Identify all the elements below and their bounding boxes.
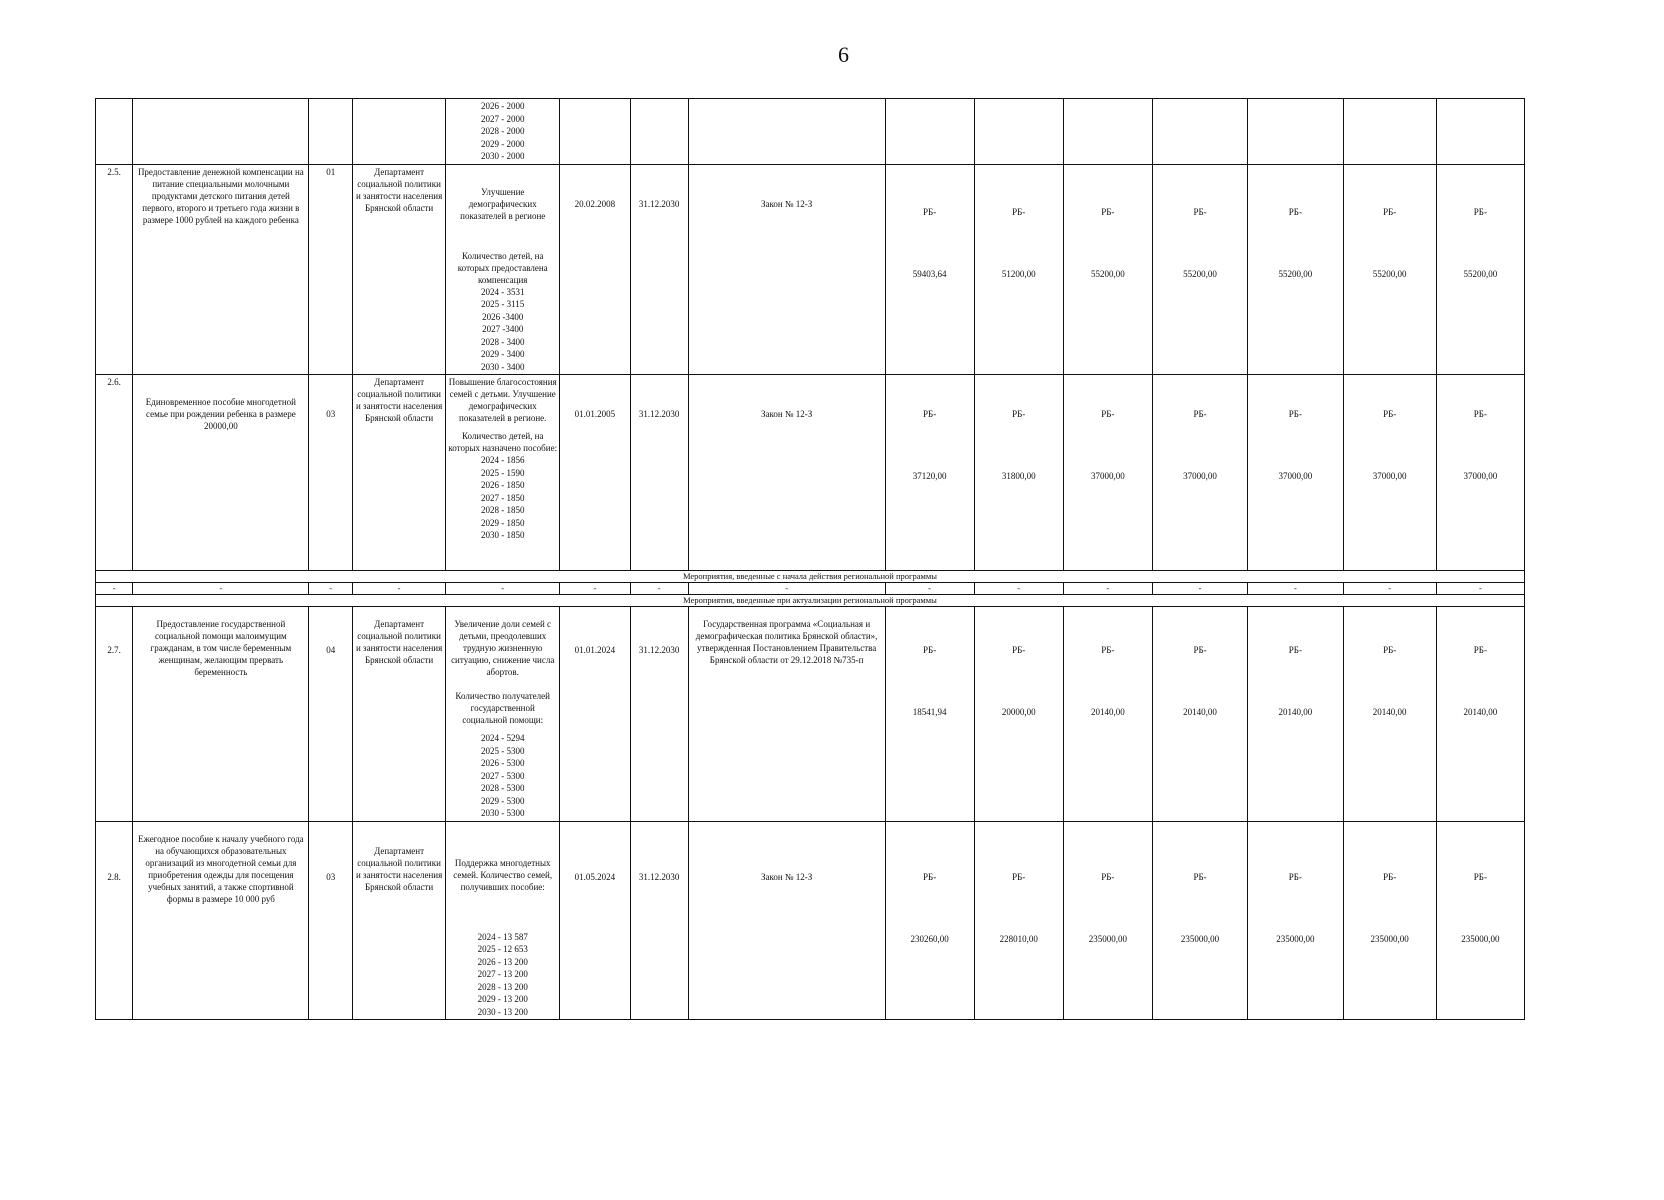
measure-title: Ежегодное пособие к началу учебного года на обучающихся образовательных организаций из многодетной семьи для приобретения одежды для посещения учебных занятий, а также спортивной формы в размере 10 000 руб — [138, 833, 304, 904]
start-date: 01.05.2024 — [574, 871, 616, 882]
executor: Департамент социальной политики и занятости населения Брянской области — [352, 375, 445, 571]
legal-basis: Закон № 12-З — [760, 871, 813, 882]
start-date: 01.01.2024 — [574, 645, 616, 655]
section-separator: Мероприятия, введенные при актуализации региональной программы — [96, 595, 1525, 607]
start-date: 01.01.2005 — [574, 409, 616, 419]
end-date: 31.12.2030 — [638, 409, 680, 419]
dash-row: - - - - - - - - - - - - - - - — [96, 583, 1525, 595]
result-cell: Улучшение демографических показателей в регионе Количество детей, на которых предоставлена компенсация 2024 - 3531 2025 - 3115 2026 -3400 2027 -3400 2028 - 3400 2029 - 3400 2030 - 3400 — [446, 164, 560, 375]
executor: Департамент социальной политики и занятости населения Брянской области — [355, 619, 443, 665]
table-row: 2.6. Единовременное пособие многодетной семье при рождении ребенка в размере 20000,00 03 Департамент социальной политики и занятости населения Брянской области Повышение благосостояния семей с детьми. Улучшение демографических показателей в регионе. Количество детей, на которых назначено пособие: 2024 - 1856 2025 - 1590 2026 - 1850 2027 - 1850 2028 - 1850 2029 - 1850 2030 - 1850 01.01.2005 31.12.2030 Закон № 12-З РБ- 37120,00 РБ- 31800,00 РБ- 37000,00 РБ- 37000,00 РБ- 37000,00 РБ- 37000,00 РБ- 37000,00 — [96, 375, 1525, 571]
section-separator: Мероприятия, введенные с начала действия региональной программы — [96, 571, 1525, 583]
table-row-continued — [96, 99, 1525, 165]
legal-basis: Государственная программа «Социальная и демографическая политика Брянской области», утвержденная Постановлением Правительства Брянской области от 29.12.2018 №735-п — [695, 619, 878, 665]
measure-title: Единовременное пособие многодетной семье при рождении ребенка в размере 20000,00 — [145, 397, 296, 431]
page-number: 6 — [838, 42, 849, 67]
legal-basis: Закон № 12-З — [760, 409, 813, 419]
table-row: 2.5. Предоставление денежной компенсации на питание специальными молочными продуктами детского питания детей первого, второго и третьего года жизни в размере 1000 рублей на каждого ребенка 01 Департамент социальной политики и занятости населения Брянской области Улучшение демографических показателей в регионе Количество детей, на которых предоставлена компенсация 2024 - 3531 2025 - 3115 2026 -3400 2027 -3400 2028 - 3400 2029 - 3400 2030 - 3400 20.02.2008 31.12.2030 Закон № 12-З РБ- 59403,64 РБ- 51200,00 РБ- 55200,00 РБ- 55200,00 РБ- 55200,00 РБ- 55200,00 РБ- 55200,00 — [96, 164, 1525, 375]
legal-basis: Закон № 12-З — [760, 198, 813, 209]
measure-title: Предоставление денежной компенсации на питание специальными молочными продуктами детского питания детей первого, второго и третьего года жизни в размере 1000 рублей на каждого ребенка — [133, 164, 309, 375]
executor: Департамент социальной политики и занятости населения Брянской области — [355, 845, 443, 892]
measure-title: Предоставление государственной социальной помощи малоимущим гражданам, в том числе беременным женщинам, желающим прервать беременность — [150, 619, 292, 677]
start-date: 20.02.2008 — [574, 198, 616, 209]
measures-table — [95, 98, 1525, 1020]
end-date: 31.12.2030 — [638, 871, 680, 882]
end-date: 31.12.2030 — [638, 198, 680, 209]
result-cell: Повышение благосостояния семей с детьми. Улучшение демографических показателей в регионе. Количество детей, на которых назначено пособие: 2024 - 1856 2025 - 1590 2026 - 1850 2027 - 1850 2028 - 1850 2029 - 1850 2030 - 1850 — [446, 375, 560, 571]
result-cell: Поддержка многодетных семей. Количество семей, получивших пособие: 2024 - 13 587 2025 - 12 653 2026 - 13 200 2027 - 13 200 2028 - 13 200 2029 - 13 200 2030 - 13 200 — [446, 821, 560, 1020]
executor: Департамент социальной политики и занятости населения Брянской области — [352, 164, 445, 375]
end-date: 31.12.2030 — [638, 645, 680, 655]
table-row: 2.8. Ежегодное пособие к началу учебного года на обучающихся образовательных организаций из многодетной семьи для приобретения одежды для посещения учебных занятий, а также спортивной формы в размере 10 000 руб 03 Департамент социальной политики и занятости населения Брянской области Поддержка многодетных семей. Количество семей, получивших пособие: 2024 - 13 587 2025 - 12 653 2026 - 13 200 2027 - 13 200 2028 - 13 200 2029 - 13 200 2030 - 13 200 01.05.2024 31.12.2030 Закон № 12-З РБ- 230260,00 РБ- 228010,00 РБ- 235000,00 РБ- 235000,00 РБ- 235000,00 РБ- 235000,00 РБ- 235000,00 — [96, 821, 1525, 1020]
table-row: 2.7. Предоставление государственной социальной помощи малоимущим гражданам, в том числе беременным женщинам, желающим прервать беременность 04 Департамент социальной политики и занятости населения Брянской области Увеличение доли семей с детьми, преодолевших трудную жизненную ситуацию, снижение числа абортов. Количество получателей государственной социальной помощи: 2024 - 5294 2025 - 5300 2026 - 5300 2027 - 5300 2028 - 5300 2029 - 5300 2030 - 5300 01.01.2024 31.12.2030 Государственная программа «Социальная и демографическая политика Брянской области», утвержденная Постановлением Правительства Брянской области от 29.12.2018 №735-п РБ- 18541,94 РБ- 20000,00 РБ- 20140,00 РБ- 20140,00 РБ- 20140,00 РБ- 20140,00 РБ- 20140,00 — [96, 607, 1525, 822]
years-cell: 2026 - 2000 2027 - 2000 2028 - 2000 2029 - 2000 2030 - 2000 — [446, 99, 560, 165]
result-cell: Увеличение доли семей с детьми, преодолевших трудную жизненную ситуацию, снижение числа абортов. Количество получателей государственной социальной помощи: 2024 - 5294 2025 - 5300 2026 - 5300 2027 - 5300 2028 - 5300 2029 - 5300 2030 - 5300 — [446, 607, 560, 822]
